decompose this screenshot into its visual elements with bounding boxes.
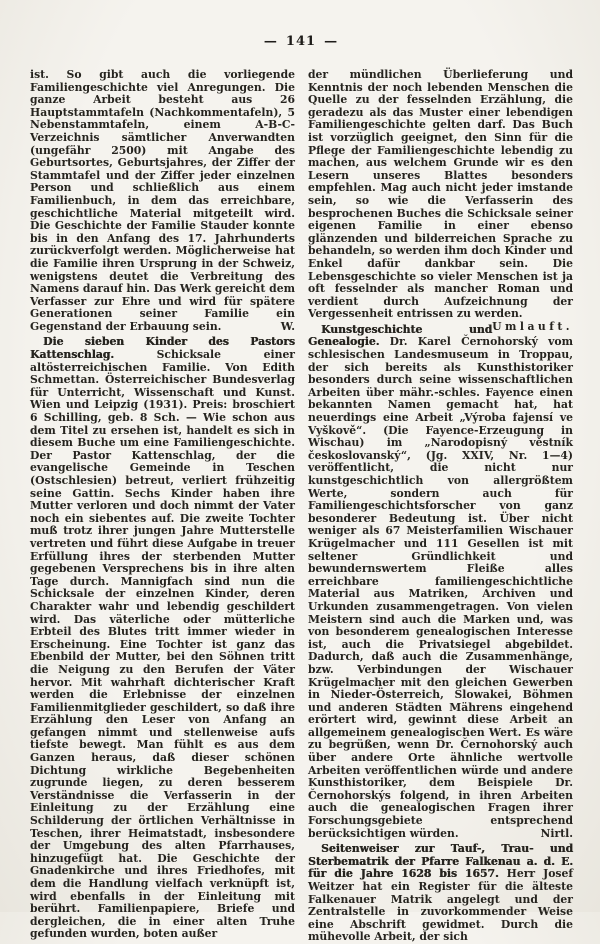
reviewer-signature: W.	[280, 319, 295, 333]
header-dash-right: —	[324, 34, 339, 49]
paragraph	[308, 324, 573, 840]
right-column	[308, 69, 573, 944]
two-column-text-block	[30, 69, 572, 944]
paragraph-text: ist. So gibt auch die vorliegende Familiengeschichte viel Anregungen. Die ganze Arbeit besteht aus 26 Hauptstammtafeln (Nachkommentafeln), 5 Nebenstammtafeln, einem A-B-C-Verzeichnis sämtlicher Anverwandten (ungefähr 2500) mit Angabe des Geburtsortes, Geburtsjahres, der Ziffer der Stammtafel und der Ziffer jeder einzelnen Person und schließlich aus einem Familienbuch, in dem das erreichbare, geschichtliche Material mitgeteilt wird. Die Geschichte der Familie Stauder konnte bis in den Anfang des 17. Jahrhunderts zurückverfolgt werden. Möglicherweise hat die Familie ihren Ursprung in der Schweiz, wenigstens deutet die Verbreitung des Namens darauf hin. Das Werk gereicht dem Verfasser zur Ehre und wird für spätere Generationen seiner Familie ein Gegenstand der Erbauung sein.	[30, 68, 295, 333]
page-header	[30, 34, 572, 49]
paragraph-text: Dr. Karel Černohorský vom schlesischen Landesmuseum in Troppau, der sich bereits als Kunsthistoriker besonders durch seine wissenschaftlichen Arbeiten über mähr.-schles. Fayence einen bekannten Namen gemacht hat, hat neuerdings eine Arbeit „Výroba fajensí ve Vyškově“. (Die Fayence-Erzeugung in Wischau) im „Narodopisný věstník českoslovanský“, (Jg. XXIV, Nr. 1—4) veröffentlicht, die nicht nur kunstgeschichtlich von allergrößtem Werte, sondern auch für Familiengeschichtsforscher von ganz besonderer Bedeutung ist. Über nicht weniger als 67 Meisterfamilien Wischauer Krügelmacher und 111 Gesellen ist mit seltener Gründlichkeit und bewundernswertem Fleiße alles erreichbare familiengeschichtliche Material aus Matriken, Archiven und Urkunden zusammengetragen. Von vielen Meistern sind auch die Marken und, was von besonderem genealogischen Interesse ist, auch die Privatsiegel abgebildet. Dadurch, daß auch die Zusammenhänge, bzw. Verbindungen der Wischauer Krügelmacher mit den gleichen Gewerben in Nieder-Österreich, Slowakei, Böhmen und anderen Städten Mährens eingehend erörtert wird, gewinnt diese Arbeit an allgemeinem genealogischen Wert. Es wäre zu begrüßen, wenn Dr. Černohorský auch über andere Orte ähnliche wertvolle Arbeiten veröffentlichen würde und andere Kunsthistoriker, dem Beispiele Dr. Černohorskýs folgend, in ihren Arbeiten auch die genealogischen Fragen ihrer Forschungsgebiete entsprechend berücksichtigen würden.	[308, 335, 574, 840]
paragraph	[30, 336, 295, 941]
review-heading: Seitenweiser zur Tauf-, Trau- und Sterbematrik der Pfarre Falkenau a. d. E. für die Jahre 1628 bis 1657.	[308, 842, 573, 881]
paragraph	[308, 843, 573, 944]
left-column	[30, 69, 295, 944]
review-heading: Die sieben Kinder des Pastors Kattenschlag.	[30, 335, 295, 362]
review-heading: Kunstgeschichte und Genealogie.	[308, 322, 493, 349]
header-dash-left: —	[263, 34, 278, 49]
reviewer-signature: Umlauft.	[492, 319, 573, 333]
paragraph-text: Schicksale einer altösterreichischen Familie. Von Edith Schmettan. Österreichischer Bundesverlag für Unterricht, Wissenschaft und Kunst. Wien und Leipzig (1931). Preis: broschiert 6 Schilling, geb. 8 Sch. — Wie schon aus dem Titel zu ersehen ist, handelt es sich in diesem Buche um eine Familiengeschichte. Der Pastor Kattenschlag, der die evangelische Gemeinde in Teschen (Ostschlesien) betreut, verliert frühzeitig seine Gattin. Sechs Kinder haben ihre Mutter verloren und doch nimmt der Vater noch ein siebentes auf. Die zweite Tochter muß trotz ihrer jungen Jahre Mutterstelle vertreten und führt diese Aufgabe in treuer Erfüllung ihres der sterbenden Mutter gegebenen Versprechens bis in ihre alten Tage durch. Mannigfach sind nun die Schicksale der einzelnen Kinder, deren Charakter wahr und lebendig geschildert wird. Das väterliche oder mütterliche Erbteil des Blutes tritt immer wieder in Erscheinung. Eine Tochter ist ganz das Ebenbild der Mutter, bei den Söhnen tritt die Neigung zu den Berufen der Väter hervor. Mit wahrhaft dichterischer Kraft werden die Erlebnisse der einzelnen Familienmitglieder geschildert, so daß ihre Erzählung den Leser von Anfang an gefangen nimmt und stellenweise aufs tiefste bewegt. Man fühlt es aus dem Ganzen heraus, daß dieser schönen Dichtung wirkliche Begebenheiten zugrunde liegen, zu deren besserem Verständnisse die Verfasserin in der Einleitung zu der Erzählung eine Schilderung der örtlichen Verhältnisse in Teschen, ihrer Heimatstadt, insbesondere der Umgebung des alten Pfarrhauses, hinzugefügt hat. Die Geschichte der Gnadenkirche und ihres Friedhofes, mit dem die Handlung vielfach verknüpft ist, wird ebenfalls in der Einleitung mit berührt. Familienpapiere, Briefe und dergleichen, die in einer alten Truhe gefunden wurden, boten außer	[30, 348, 295, 941]
reviewer-signature: Nirtl.	[540, 826, 573, 840]
paragraph-text: der mündlichen Überlieferung und Kenntnis der noch lebenden Menschen die Quelle zu der fesselnden Erzählung, die geradezu als das Muster einer lebendigen Familiengeschichte gelten darf. Das Buch ist vorzüglich geeignet, den Sinn für die Pflege der Familiengeschichte lebendig zu machen, aus welchem Grunde wir es den Lesern unseres Blattes besonders empfehlen. Mag auch nicht jeder imstande sein, so wie die Verfasserin des besprochenen Buches die Schicksale seiner eigenen Familie in einer ebenso glänzenden und bilderreichen Sprache zu behandeln, so werden ihm doch Kinder und Enkel dafür dankbar sein. Die Lebensgeschichte so vieler Menschen ist ja oft fesselnder als mancher Roman und verdient durch Aufzeichnung der Vergessenheit entrissen zu werden.	[308, 68, 573, 321]
paragraph-text: Herr Josef Weitzer hat ein Register für die älteste Falkenauer Matrik angelegt und der Zentralstelle in zuvorkommender Weise eine Abschrift gewidmet. Durch die mühevolle Arbeit, der sich	[308, 867, 573, 944]
paragraph	[30, 69, 295, 333]
page-number: 141	[285, 34, 317, 49]
paragraph	[308, 68, 573, 333]
